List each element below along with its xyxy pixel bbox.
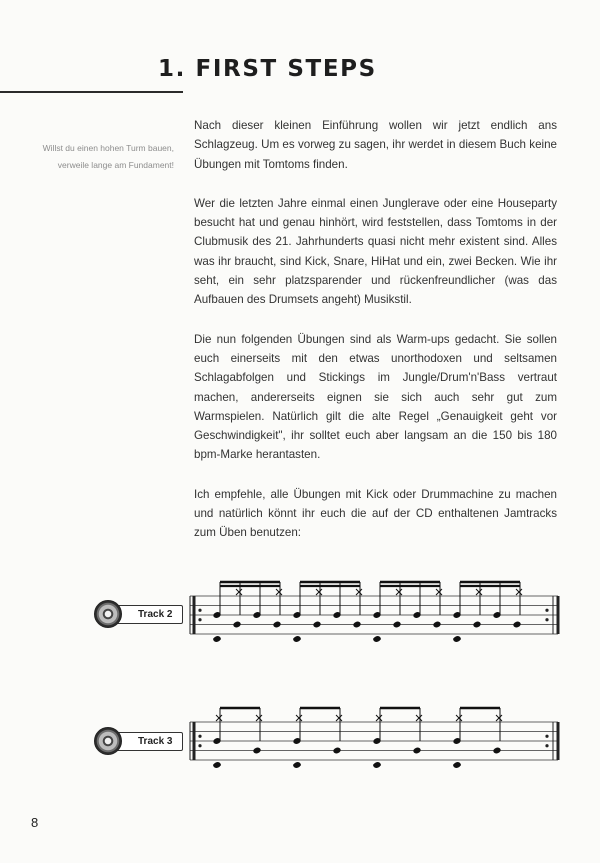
paragraph: Die nun folgenden Übungen sind als Warm-ups gedacht. Sie sollen euch einerseits mit den etwas unorthodoxen und seltsamen Schlagabfolgen und Stickings im Jungle/Drum'n'Bass vertraut machen, andererseits eignen sie sich auch sehr gut zum Warmspielen. Natürlich gilt die alte Regel „Genauigkeit geht vor Geschwindigkeit", ihr solltet euch aber langsam an die 150 bis 180 bpm-Marke herantasten. [194, 332, 557, 462]
repeat-dot [545, 609, 548, 612]
kick-note [292, 761, 301, 769]
note-head [352, 621, 361, 629]
note-head [332, 747, 341, 755]
note-head [272, 621, 281, 629]
kick-note [212, 635, 221, 643]
repeat-dot [545, 618, 548, 621]
repeat-dot [198, 618, 201, 621]
page-number: 8 [31, 815, 39, 830]
track-label: Track 3 [111, 732, 183, 751]
paragraph: Nach dieser kleinen Einführung wollen wir jetzt endlich ans Schlagzeug. Um es vorweg zu sagen, ihr werdet in diesem Buch keine Übungen mit Tomtoms finden. [194, 119, 557, 171]
note-head [232, 621, 241, 629]
note-head [392, 621, 401, 629]
repeat-dot [545, 744, 548, 747]
drum-staff-track-2 [190, 582, 558, 643]
note-head [412, 747, 421, 755]
cd-icon [94, 727, 122, 755]
note-head [512, 621, 521, 629]
kick-note [292, 635, 301, 643]
paragraph: Wer die letzten Jahre einmal einen Junglerave oder eine Houseparty besucht hat und genau hinhört, wird feststellen, dass Tomtoms in der Clubmusik des 21. Jahrhunderts quasi nicht mehr existent sind. Alles was ihr braucht, sind Kick, Snare, HiHat und ein, zwei Becken. Wie ihr seht, ein sehr platzsparender und rückenfreundlicher (was das Aufbauen des Drumsets angeht) Musikstil. [194, 196, 557, 307]
kick-note [212, 761, 221, 769]
note-head [472, 621, 481, 629]
note-head [432, 621, 441, 629]
note-head [312, 621, 321, 629]
kick-note [372, 761, 381, 769]
chapter-title: 1. FIRST STEPS [158, 56, 377, 82]
track-label: Track 2 [111, 605, 183, 624]
sidenote-quote: Willst du einen hohen Turm bauen, verweile lange am Fundament! [42, 143, 174, 170]
cd-icon [94, 600, 122, 628]
note-head [492, 747, 501, 755]
kick-note [372, 635, 381, 643]
repeat-dot [198, 735, 201, 738]
repeat-dot [198, 744, 201, 747]
note-head [252, 747, 261, 755]
paragraph: Ich empfehle, alle Übungen mit Kick oder Drummachine zu machen und natürlich könnt ihr euch die auf der CD enthaltenen Jamtracks zum Üben benutzen: [194, 487, 557, 540]
repeat-dot [198, 609, 201, 612]
kick-note [452, 761, 461, 769]
repeat-dot [545, 735, 548, 738]
drum-staff-track-3 [190, 708, 558, 769]
kick-note [452, 635, 461, 643]
